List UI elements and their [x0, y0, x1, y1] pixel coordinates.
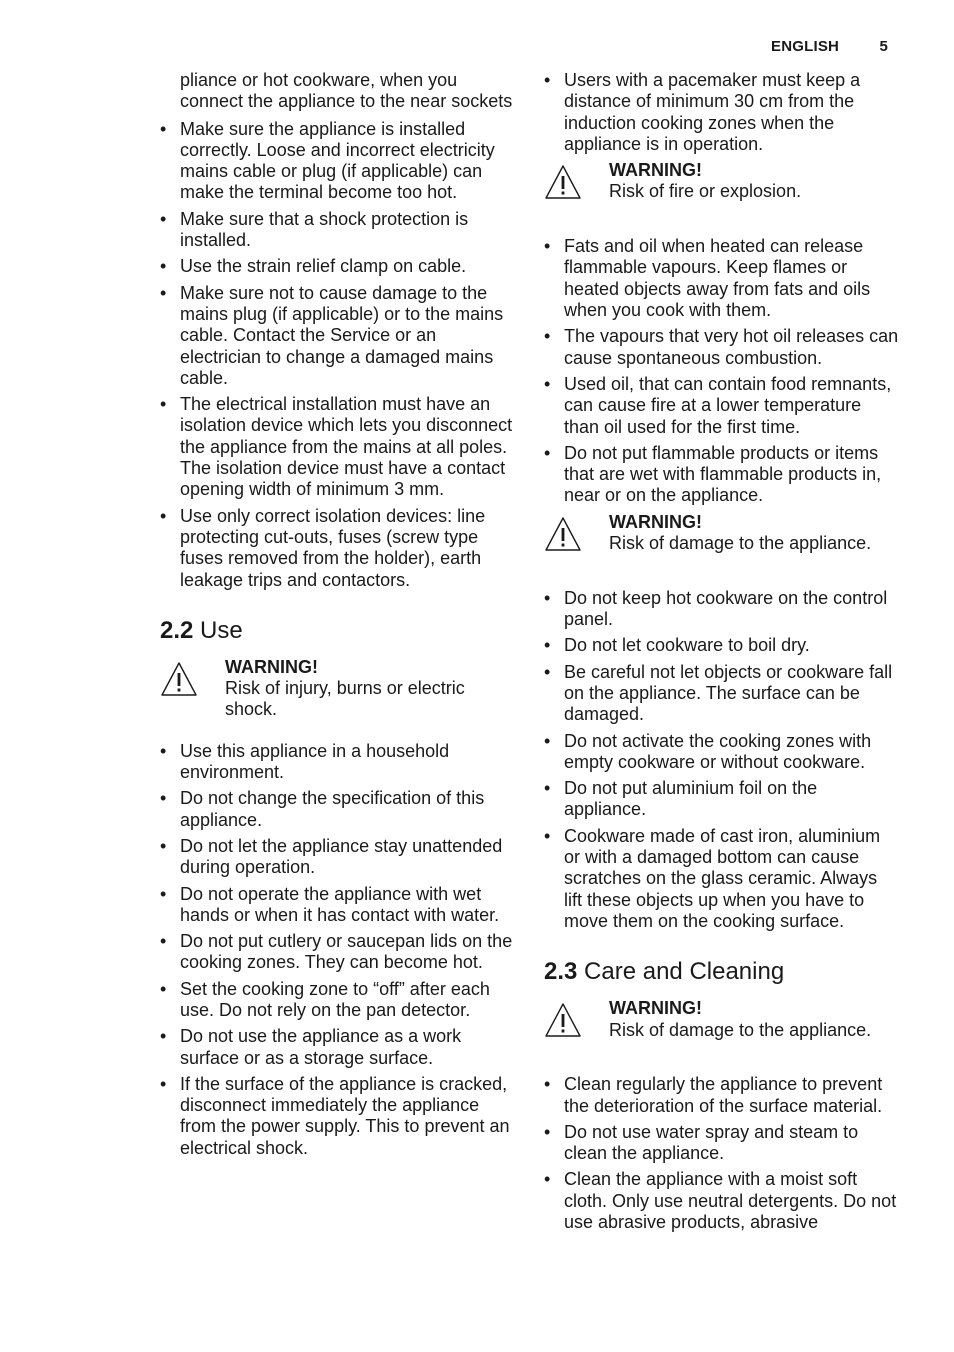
bullet-list: [544, 1074, 900, 1233]
page-header: [771, 38, 888, 55]
bullet-icon: •: [160, 883, 167, 904]
warning-title: WARNING!: [225, 656, 318, 677]
list-item: • Be careful not let objects or cookware fall on the appliance. The surface can be damaged.: [544, 661, 893, 725]
bullet-icon: •: [544, 1074, 551, 1095]
bullet-icon: •: [544, 442, 551, 463]
warning-box: [160, 657, 516, 721]
bullet-icon: •: [160, 282, 167, 303]
list-item: • The electrical installation must have an isolation device which lets you disconnect the appliance from the mains at all poles. The isolation device must have a contact opening width of minimum 3 mm.: [160, 394, 513, 500]
list-item: • Do not use the appliance as a work surface or as a storage surface.: [160, 1026, 462, 1068]
bullet-icon: •: [160, 1073, 167, 1094]
list-item: • Do not change the specification of this appliance.: [160, 788, 485, 830]
list-item: • Cookware made of cast iron, aluminium or with a damaged bottom can cause scratches on the glass ceramic. Always lift these objects up when you have to move them on the cooking surface.: [544, 825, 881, 931]
warning-box: [544, 160, 900, 216]
warning-box: [544, 512, 900, 568]
bullet-icon: •: [160, 505, 167, 526]
bullet-icon: •: [160, 118, 167, 139]
warning-title: WARNING!: [609, 160, 702, 181]
warning-title: WARNING!: [609, 511, 702, 532]
bullet-icon: •: [544, 1121, 551, 1142]
list-item: • Clean the appliance with a moist soft cloth. Only use neutral detergents. Do not use abrasive products, abrasive: [544, 1169, 897, 1232]
warning-text: Risk of injury, burns or electric shock.: [225, 678, 465, 720]
warning-triangle-icon: [544, 1002, 582, 1038]
bullet-icon: •: [160, 394, 167, 415]
right-column: [544, 70, 900, 1238]
list-item: • Do not let cookware to boil dry.: [544, 635, 810, 656]
list-item: • Set the cooking zone to “off” after each use. Do not rely on the pan detector.: [160, 978, 490, 1020]
list-item: • Users with a pacemaker must keep a distance of minimum 30 cm from the induction cooking zones when the appliance is in operation.: [544, 70, 861, 154]
warning-triangle-icon: [544, 164, 582, 200]
warning-text: Risk of fire or explosion.: [609, 181, 802, 202]
bullet-icon: •: [160, 740, 167, 761]
list-item: • Do not put flammable products or items that are wet with flammable products in, near or on the appliance.: [544, 442, 882, 506]
bullet-icon: •: [544, 1169, 551, 1190]
list-item: • Do not use water spray and steam to clean the appliance.: [544, 1121, 859, 1164]
list-item: • Used oil, that can contain food remnants, can cause fire at a lower temperature than oil used for the first time.: [544, 373, 892, 437]
list-item: • Use only correct isolation devices: line protecting cut-outs, fuses (screw type fuses removed from the holder), earth leakage trips and contactors.: [160, 505, 486, 590]
list-item: • If the surface of the appliance is cracked, disconnect immediately the appliance from the power supply. This to prevent an electrical shock.: [160, 1073, 510, 1158]
continuation-text: pliance or hot cookware, when you connect the appliance to the near sockets: [180, 70, 513, 112]
bullet-list: [160, 119, 516, 591]
bullet-icon: •: [544, 587, 551, 608]
bullet-list: [544, 236, 900, 507]
list-item: • Do not keep hot cookware on the control panel.: [544, 587, 888, 630]
list-item: • Make sure that a shock protection is installed.: [160, 208, 469, 251]
warning-text: Risk of damage to the appliance.: [609, 1019, 872, 1040]
bullet-list: [160, 741, 516, 1159]
warning-box: [544, 998, 900, 1054]
warning-text: Risk of damage to the appliance.: [609, 533, 872, 554]
bullet-icon: •: [544, 730, 551, 751]
bullet-icon: •: [160, 978, 167, 999]
list-item: • Do not operate the appliance with wet hands or when it has contact with water.: [160, 883, 500, 925]
list-item: • Do not activate the cooking zones with empty cookware or without cookware.: [544, 730, 872, 772]
bullet-icon: •: [544, 635, 551, 656]
bullet-list: [544, 588, 900, 932]
bullet-icon: •: [160, 835, 167, 856]
bullet-icon: •: [544, 778, 551, 799]
page-number: 5: [879, 38, 888, 55]
bullet-icon: •: [160, 931, 167, 952]
bullet-icon: •: [544, 373, 551, 394]
bullet-icon: •: [160, 788, 167, 809]
list-item: • The vapours that very hot oil releases can cause spontaneous combustion.: [544, 326, 899, 368]
language-label: ENGLISH: [771, 38, 840, 55]
warning-triangle-icon: [160, 661, 198, 697]
bullet-icon: •: [160, 1026, 167, 1047]
warning-triangle-icon: [544, 516, 582, 552]
list-item: • Fats and oil when heated can release flammable vapours. Keep flames or heated objects away from fats and oils when you cook with them.: [544, 236, 871, 321]
list-item: • Use this appliance in a household environment.: [160, 740, 450, 783]
left-column: [160, 70, 516, 1164]
list-item: • Make sure the appliance is installed correctly. Loose and incorrect electricity mains cable or plug (if applicable) can make the terminal become too hot.: [160, 118, 495, 203]
bullet-icon: •: [160, 208, 167, 229]
list-item: • Do not let the appliance stay unattended during operation.: [160, 835, 503, 878]
bullet-icon: •: [544, 825, 551, 846]
bullet-icon: •: [544, 236, 551, 257]
section-heading-care-cleaning: 2.3 Care and Cleaning: [544, 958, 785, 986]
list-item: • Do not put aluminium foil on the appliance.: [544, 778, 818, 820]
list-item: • Make sure not to cause damage to the mains plug (if applicable) or to the mains cable. Contact the Service or an electrician to change a damaged mains cable.: [160, 282, 504, 388]
list-item: • Use the strain relief clamp on cable.: [160, 256, 467, 277]
bullet-icon: •: [544, 661, 551, 682]
list-item: • Do not put cutlery or saucepan lids on the cooking zones. They can become hot.: [160, 931, 513, 973]
warning-title: WARNING!: [609, 998, 702, 1019]
bullet-icon: •: [544, 70, 551, 90]
bullet-icon: •: [544, 326, 551, 347]
section-heading-use: 2.2 Use: [160, 616, 243, 644]
bullet-list: [544, 70, 900, 155]
list-item: • Clean regularly the appliance to prevent the deterioration of the surface material.: [544, 1074, 883, 1116]
bullet-icon: •: [160, 256, 167, 277]
